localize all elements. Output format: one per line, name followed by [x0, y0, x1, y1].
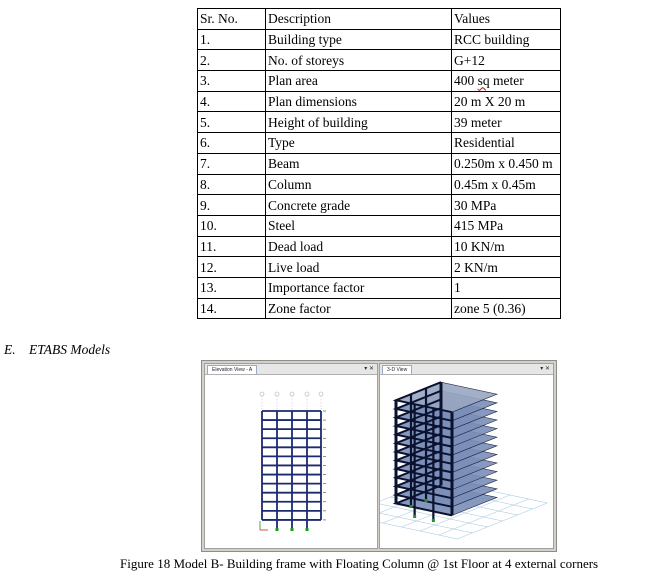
table-row	[198, 215, 561, 236]
table-row	[198, 153, 561, 174]
table-cell: Beam	[266, 153, 452, 174]
building-parameters-table	[197, 8, 561, 319]
table-cell: 7.	[198, 153, 266, 174]
table-cell: 3.	[198, 71, 266, 92]
support-marker	[432, 519, 435, 522]
ground-grid-line	[457, 503, 547, 539]
table-cell: 11.	[198, 236, 266, 257]
table-cell: Steel	[266, 215, 452, 236]
spellcheck-underline: sq	[477, 73, 490, 89]
table-cell: Dead load	[266, 236, 452, 257]
table-cell: 2.	[198, 50, 266, 71]
support-marker	[413, 515, 416, 518]
support-marker	[425, 499, 428, 502]
support-marker	[409, 505, 412, 508]
table-row	[198, 195, 561, 216]
table-cell: 14.	[198, 298, 266, 319]
elevation-tab-controls[interactable]: ▾ ✕	[364, 366, 374, 372]
table-cell: 400 sq meter	[452, 71, 561, 92]
table-cell: 9.	[198, 195, 266, 216]
table-row	[198, 29, 561, 50]
table-header-cell: Description	[266, 9, 452, 30]
table-cell: Concrete grade	[266, 195, 452, 216]
table-row	[198, 50, 561, 71]
table-cell: Plan area	[266, 71, 452, 92]
table-cell: 1	[452, 277, 561, 298]
table-row	[198, 133, 561, 154]
table-cell: 10 KN/m	[452, 236, 561, 257]
table-row	[198, 71, 561, 92]
table-cell: Live load	[266, 257, 452, 278]
3d-view-pane	[379, 363, 554, 549]
table-cell: 8.	[198, 174, 266, 195]
figure-caption: Figure 18 Model B- Building frame with Floating Column @ 1st Floor at 4 external corners	[120, 556, 599, 571]
table-row	[198, 277, 561, 298]
ground-grid-line	[380, 515, 458, 539]
table-row	[198, 236, 561, 257]
table-cell: No. of storeys	[266, 50, 452, 71]
table-cell: 39 meter	[452, 112, 561, 133]
table-cell: zone 5 (0.36)	[452, 298, 561, 319]
grid-bubble	[275, 392, 279, 396]
table-cell: 415 MPa	[452, 215, 561, 236]
table-cell: 12.	[198, 257, 266, 278]
table-cell: 0.250m x 0.450 m	[452, 153, 561, 174]
3d-view-tab[interactable]: 3-D View	[382, 365, 412, 374]
table-cell: 4.	[198, 91, 266, 112]
table-header-cell: Values	[452, 9, 561, 30]
etabs-screenshot	[201, 360, 557, 552]
support-marker	[276, 528, 279, 531]
support-marker	[291, 528, 294, 531]
table-header-cell: Sr. No.	[198, 9, 266, 30]
grid-bubble	[290, 392, 294, 396]
elevation-view-pane	[204, 363, 378, 549]
table-cell: Building type	[266, 29, 452, 50]
table-cell: 30 MPa	[452, 195, 561, 216]
table-cell: Column	[266, 174, 452, 195]
table-row	[198, 91, 561, 112]
table-row	[198, 112, 561, 133]
table-row	[198, 298, 561, 319]
section-heading	[4, 342, 110, 358]
table-cell: G+12	[452, 50, 561, 71]
table-cell: 5.	[198, 112, 266, 133]
table-cell: 2 KN/m	[452, 257, 561, 278]
3d-tab-controls[interactable]: ▾ ✕	[540, 366, 550, 372]
section-title: ETABS Models	[29, 342, 111, 357]
table-cell: 1.	[198, 29, 266, 50]
table-cell: 6.	[198, 133, 266, 154]
table-cell: Importance factor	[266, 277, 452, 298]
table-cell: Height of building	[266, 112, 452, 133]
elevation-view-tab[interactable]: Elevation View - A	[207, 365, 257, 374]
table-row	[198, 257, 561, 278]
table-cell: 10.	[198, 215, 266, 236]
table-cell: 20 m X 20 m	[452, 91, 561, 112]
grid-bubble	[260, 392, 264, 396]
table-cell: Zone factor	[266, 298, 452, 319]
grid-bubble	[319, 392, 323, 396]
table-header-row	[198, 9, 561, 30]
table-cell: Residential	[452, 133, 561, 154]
table-cell: Plan dimensions	[266, 91, 452, 112]
table-cell: 0.45m x 0.45m	[452, 174, 561, 195]
elevation-frame-drawing	[205, 374, 377, 548]
section-number: E.	[4, 342, 16, 357]
table-cell: Type	[266, 133, 452, 154]
table-row	[198, 174, 561, 195]
3d-frame-drawing	[380, 374, 553, 548]
support-marker	[306, 528, 309, 531]
table-cell: RCC building	[452, 29, 561, 50]
table-cell: 13.	[198, 277, 266, 298]
grid-bubble	[305, 392, 309, 396]
